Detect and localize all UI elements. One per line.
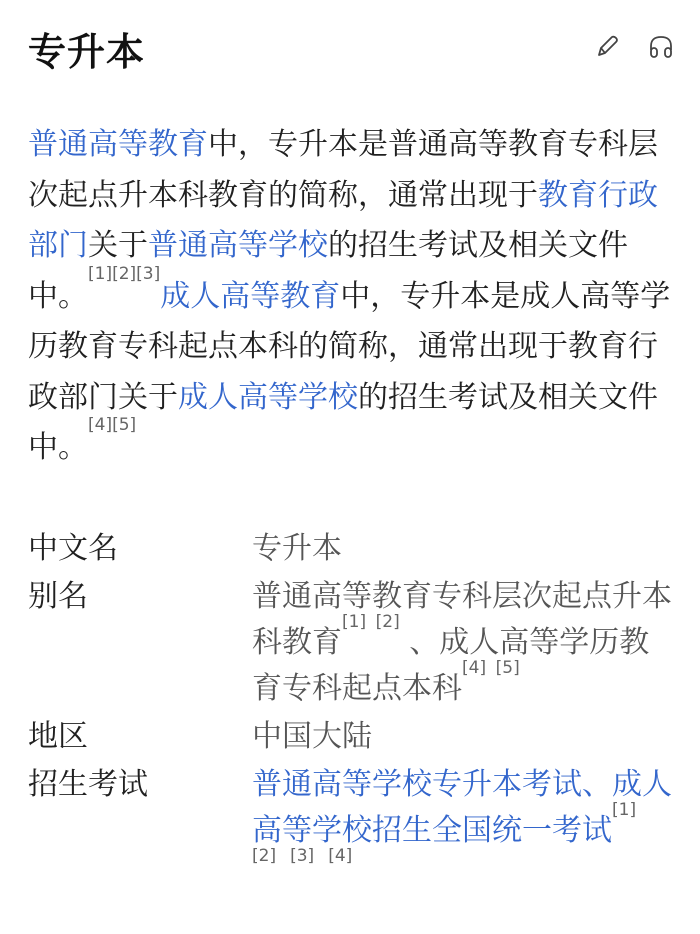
infobox-row-chinese-name: [28, 526, 674, 572]
link-general-higher-education[interactable]: 普通高等教育: [28, 127, 208, 162]
infobox-value: 专升本: [252, 531, 342, 566]
alias-text: 、成人高等学历教育专科起点本科: [252, 625, 650, 706]
reference-marker[interactable]: [1][2][3]: [88, 263, 161, 284]
infobox-value: [252, 574, 674, 712]
infobox-label: 别名: [28, 579, 88, 614]
headphones-icon[interactable]: [648, 34, 674, 60]
link-general-upgrade-exam[interactable]: 普通高等学校专升本考试: [252, 767, 582, 802]
reference-marker[interactable]: [3]: [290, 846, 315, 866]
reference-marker[interactable]: [4]: [328, 846, 353, 866]
reference-marker[interactable]: [5]: [495, 658, 520, 678]
link-education-administration[interactable]: 教育行政部门: [28, 177, 658, 263]
alias-text: 普通高等教育专科层次起点升本科教育: [252, 579, 672, 660]
edit-pencil-icon[interactable]: [594, 34, 620, 60]
infobox-value: [252, 762, 674, 900]
intro-text: 的招生考试及相关文件中。: [28, 379, 658, 465]
infobox-row-exam: [28, 762, 674, 900]
page-title: 专升本: [28, 30, 146, 74]
infobox-label: 地区: [28, 719, 88, 754]
link-general-colleges[interactable]: 普通高等学校: [148, 228, 328, 263]
link-adult-national-exam[interactable]: 成人高等学校招生全国统一考试: [252, 767, 672, 848]
link-adult-colleges[interactable]: 成人高等学校: [178, 379, 358, 415]
intro-text: 的招生考试及相关文件中。: [28, 228, 628, 314]
reference-marker[interactable]: [4]: [462, 658, 487, 678]
exam-references: [252, 846, 366, 894]
reference-marker[interactable]: [2]: [252, 846, 277, 866]
intro-text: 中，专升本是普通高等教育专科层次起点升本科教育的简称，通常出现于: [28, 127, 658, 213]
infobox-row-region: [28, 714, 674, 760]
header-actions: [594, 34, 674, 60]
infobox: [28, 526, 674, 902]
reference-marker[interactable]: [1]: [612, 800, 637, 820]
reference-marker[interactable]: [4][5]: [88, 415, 137, 435]
exam-separator: 、: [582, 767, 612, 802]
infobox-label: 招生考试: [28, 767, 148, 802]
intro-text: 中，专升本是成人高等学历教育专科起点本科的简称，通常出现于教育行政部门关于: [28, 278, 671, 415]
link-adult-higher-education[interactable]: 成人高等教育: [160, 278, 341, 314]
reference-marker[interactable]: [2]: [375, 612, 400, 632]
reference-marker[interactable]: [1]: [342, 612, 367, 632]
infobox-label: 中文名: [28, 531, 118, 566]
infobox-row-alias: [28, 574, 674, 712]
intro-text: 关于: [88, 228, 148, 263]
intro-paragraph: [28, 120, 674, 474]
infobox-value: 中国大陆: [252, 719, 372, 754]
